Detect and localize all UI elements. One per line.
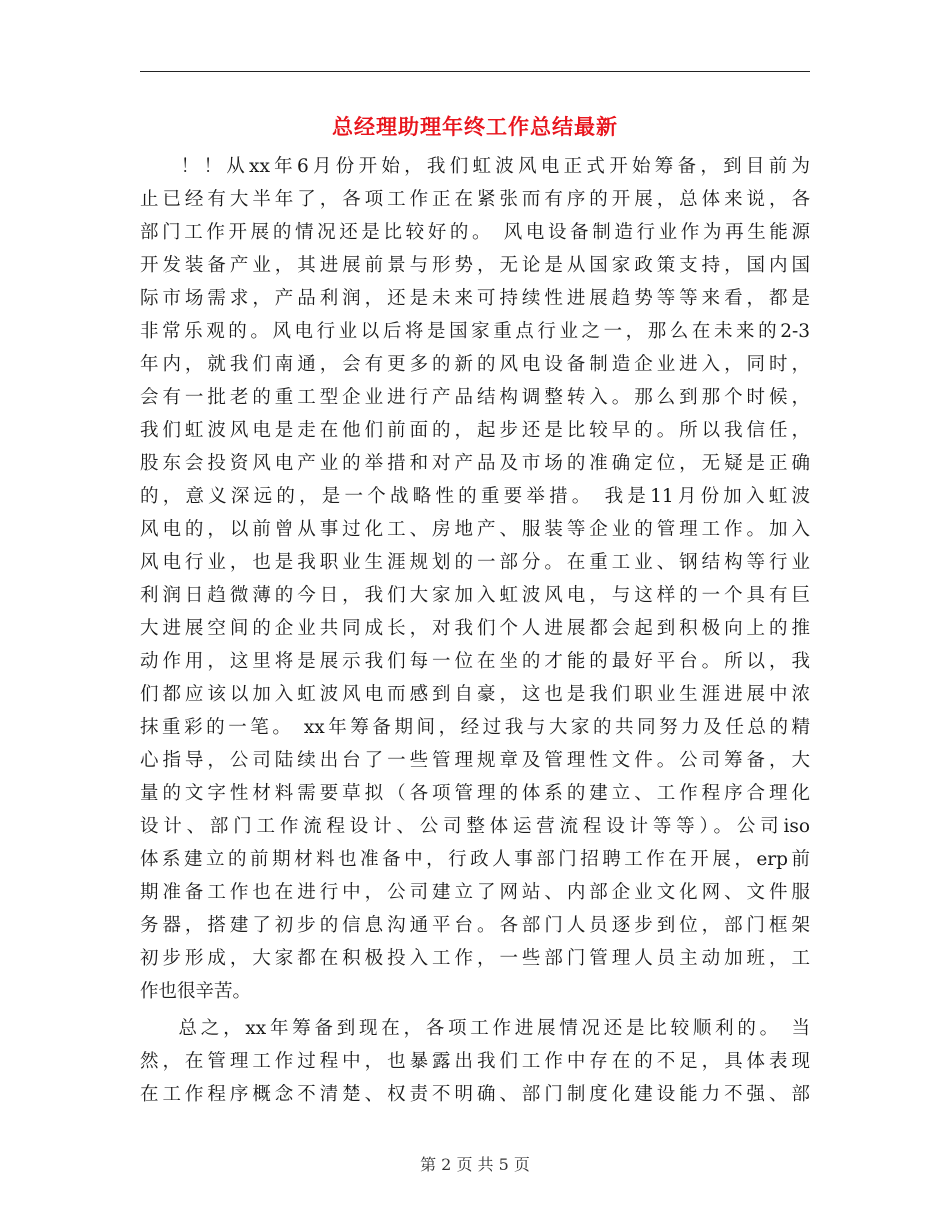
text-line: 们都应该以加入虹波风电而感到自豪，这也是我们职业生涯进展中浓: [140, 684, 810, 705]
text-line: 量的文字性材料需要草拟（各项管理的体系的建立、工作程序合理化: [140, 783, 810, 804]
document-title: 总经理助理年终工作总结最新: [332, 114, 618, 139]
text-line: 止已经有大半年了，各项工作正在紧张而有序的开展，总体来说，各: [140, 189, 810, 210]
text-line: 风电行业，也是我职业生涯规划的一部分。在重工业、钢结构等行业: [140, 552, 810, 573]
header-rule: [140, 71, 810, 72]
text-line: 抹重彩的一笔。 xx年筹备期间，经过我与大家的共同努力及任总的精: [140, 717, 810, 738]
text-line: 会有一批老的重工型企业进行产品结构调整转入。那么到那个时候，: [140, 387, 810, 408]
text-line: 股东会投资风电产业的举措和对产品及市场的准确定位，无疑是正确: [140, 453, 810, 474]
text-line: 开发装备产业，其进展前景与形势，无论是从国家政策支持，国内国: [140, 255, 810, 276]
document-body: [140, 150, 810, 1111]
text-line: ！！从xx年6月份开始，我们虹波风电正式开始筹备，到目前为: [140, 156, 810, 177]
text-line: 设计、部门工作流程设计、公司整体运营流程设计等等）。公司iso: [140, 816, 810, 837]
text-line: 动作用，这里将是展示我们每一位在坐的才能的最好平台。所以，我: [140, 651, 810, 672]
text-line: 非常乐观的。风电行业以后将是国家重点行业之一，那么在未来的2-3: [140, 321, 810, 342]
page-number-footer: 第 2 页 共 5 页: [420, 1155, 530, 1174]
text-line: 的，意义深远的，是一个战略性的重要举措。 我是11月份加入虹波: [140, 486, 810, 507]
text-line: 总之，xx年筹备到现在，各项工作进展情况还是比较顺利的。 当: [140, 1018, 810, 1039]
text-line: 在工作程序概念不清楚、权责不明确、部门制度化建设能力不强、部: [140, 1084, 810, 1105]
text-line: 体系建立的前期材料也准备中，行政人事部门招聘工作在开展，erp前: [140, 849, 810, 870]
text-line: 利润日趋微薄的今日，我们大家加入虹波风电，与这样的一个具有巨: [140, 585, 810, 606]
text-line: 年内，就我们南通，会有更多的新的风电设备制造企业进入，同时，: [140, 354, 810, 375]
text-line: 际市场需求，产品利润，还是未来可持续性进展趋势等等来看，都是: [140, 288, 810, 309]
text-line: 大进展空间的企业共同成长，对我们个人进展都会起到积极向上的推: [140, 618, 810, 639]
text-line: 部门工作开展的情况还是比较好的。 风电设备制造行业作为再生能源: [140, 222, 810, 243]
text-line: 作也很辛苦。: [140, 981, 252, 1002]
text-line: 风电的，以前曾从事过化工、房地产、服装等企业的管理工作。加入: [140, 519, 810, 540]
text-line: 初步形成，大家都在积极投入工作，一些部门管理人员主动加班，工: [140, 948, 810, 969]
text-line: 我们虹波风电是走在他们前面的，起步还是比较早的。所以我信任，: [140, 420, 810, 441]
paragraph: [140, 150, 810, 1008]
text-line: 心指导，公司陆续出台了一些管理规章及管理性文件。公司筹备，大: [140, 750, 810, 771]
paragraph: [140, 1012, 810, 1111]
text-line: 务器，搭建了初步的信息沟通平台。各部门人员逐步到位，部门框架: [140, 915, 810, 936]
text-line: 然，在管理工作过程中，也暴露出我们工作中存在的不足，具体表现: [140, 1051, 810, 1072]
text-line: 期准备工作也在进行中，公司建立了网站、内部企业文化网、文件服: [140, 882, 810, 903]
